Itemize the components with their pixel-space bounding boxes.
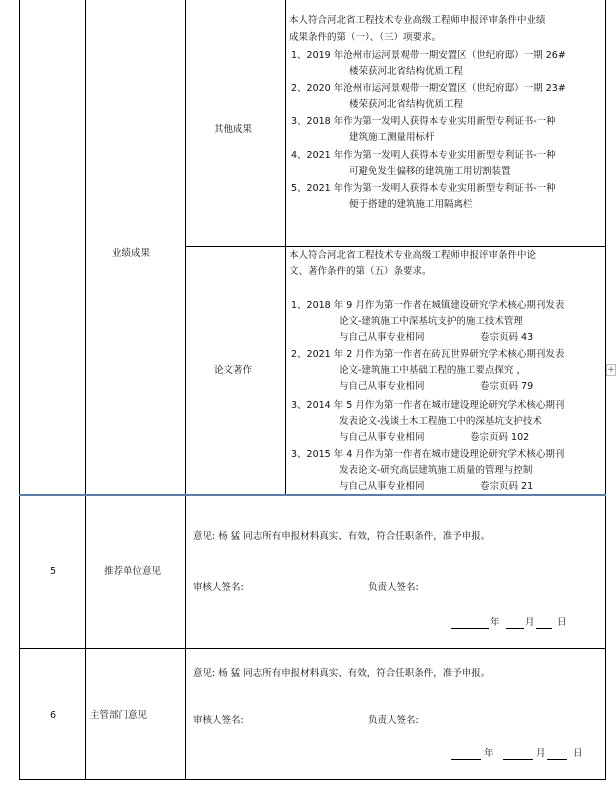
column-divider-3 (285, 0, 286, 494)
row5-month: 月 (525, 617, 535, 628)
other-item-1-line2: 楼荣获河北省结构优质工程 (349, 66, 464, 77)
row5-reviewer-signature: 审核人签名: (193, 582, 244, 593)
paper-1-line3: 与自己从事专业相同 (339, 332, 425, 343)
other-item-2-line2: 楼荣获河北省结构优质工程 (349, 99, 464, 110)
papers-label: 论文著作 (214, 365, 253, 376)
paper-2-line3: 与自己从事专业相同 (339, 381, 425, 392)
row6-month-blank[interactable] (503, 759, 533, 760)
table-border-right (605, 0, 606, 779)
row6-reviewer-signature: 审核人签名: (193, 715, 244, 726)
other-item-3-line2: 建筑施工测量用标杆 (349, 132, 435, 143)
row6-year: 年 (484, 748, 494, 759)
paper-3-line3: 与自己从事专业相同 (339, 432, 425, 443)
row5-label: 推荐单位意见 (104, 566, 162, 577)
row6-opinion: 意见: 杨 猛 同志所有申报材料真实、有效，符合任职条件，准予申报。 (193, 668, 491, 679)
papers-intro-2: 文、著作条件的第（五）条要求。 (289, 266, 432, 277)
row5-day: 日 (557, 617, 567, 628)
papers-intro-1: 本人符合河北省工程技术专业高级工程师申报评审条件中论 (289, 250, 537, 261)
row5-year-blank[interactable] (451, 628, 489, 629)
row5-year: 年 (490, 617, 500, 628)
other-item-4-line1: 4、2021 年作为第一发明人获得本专业实用新型专利证书-一种 (291, 150, 556, 161)
row5-principal-signature: 负责人签名: (368, 582, 419, 593)
paper-1-line2: 论文-建筑施工中深基坑支护的施工技术管理 (339, 316, 523, 327)
other-item-1-line1: 1、2019 年沧州市运河景观带一期安置区（世纪府邸）一期 26# (291, 50, 566, 61)
paper-3-page: 卷宗页码 102 (470, 432, 530, 443)
table-border-bottom (19, 779, 606, 780)
row5-opinion: 意见: 杨 猛 同志所有申报材料真实、有效，符合任职条件，准予申报。 (193, 531, 491, 542)
table-border-left (19, 0, 20, 779)
row6-day-blank[interactable] (547, 759, 567, 760)
other-item-5-line2: 便于搭建的建筑施工用隔离栏 (349, 199, 473, 210)
row6-principal-signature: 负责人签名: (368, 715, 419, 726)
paper-1-line1: 1、2018 年 9 月作为第一作者在城镇建设研究学术核心期刊发表 (291, 300, 565, 311)
row6-number: 6 (50, 710, 57, 721)
row6-day: 日 (573, 748, 583, 759)
column-divider-1 (85, 0, 86, 779)
other-item-3-line1: 3、2018 年作为第一发明人获得本专业实用新型专利证书-一种 (291, 116, 556, 127)
other-results-intro-2: 成果条件的第（一）、（三）项要求。 (289, 32, 442, 43)
paper-1-page: 卷宗页码 43 (480, 332, 534, 343)
paper-4-line3: 与自己从事专业相同 (339, 481, 425, 492)
paper-4-line1: 3、2015 年 4 月作为第一作者在城市建设理论研究学术核心期刊 (291, 449, 565, 460)
paper-4-page: 卷宗页码 21 (480, 481, 534, 492)
other-item-2-line1: 2、2020 年沧州市运河景观带一期安置区（世纪府邸）一期 23# (291, 83, 566, 94)
achievement-label: 业绩成果 (112, 248, 151, 259)
paper-3-line1: 3、2014 年 5 月作为第一作者在城市建设理论研究学术核心期刊 (291, 400, 565, 411)
row6-label: 主管部门意见 (90, 710, 148, 721)
other-results-intro-1: 本人符合河北省工程技术专业高级工程师申报评审条件中业绩 (289, 15, 546, 26)
paper-3-line2: 发表论文-浅谈土木工程施工中的深基坑支护技术 (339, 416, 542, 427)
other-results-label: 其他成果 (214, 124, 253, 135)
paper-2-line1: 2、2021 年 2 月作为第一作者在砖瓦世界研究学术核心期刊发表 (291, 349, 565, 360)
row-divider-other-papers (185, 246, 606, 247)
paper-2-line2: 论文-建筑施工中基础工程的施工要点探究 ， (339, 365, 526, 376)
row5-day-blank[interactable] (536, 628, 552, 629)
add-row-icon[interactable]: + (607, 365, 615, 375)
row6-year-blank[interactable] (451, 759, 481, 760)
row6-month: 月 (536, 748, 546, 759)
paper-4-line2: 发表论文-研究高层建筑施工质量的管理与控制 (339, 465, 533, 476)
column-divider-2 (185, 0, 186, 779)
row-divider-achievement-5 (19, 494, 606, 496)
row5-number: 5 (50, 566, 57, 577)
other-item-4-line2: 可避免发生偏移的建筑施工用切割装置 (349, 166, 511, 177)
paper-2-page: 卷宗页码 79 (480, 381, 534, 392)
row-divider-5-6 (19, 648, 606, 649)
other-item-5-line1: 5、2021 年作为第一发明人获得本专业实用新型专利证书-一种 (291, 183, 556, 194)
row5-month-blank[interactable] (506, 628, 524, 629)
